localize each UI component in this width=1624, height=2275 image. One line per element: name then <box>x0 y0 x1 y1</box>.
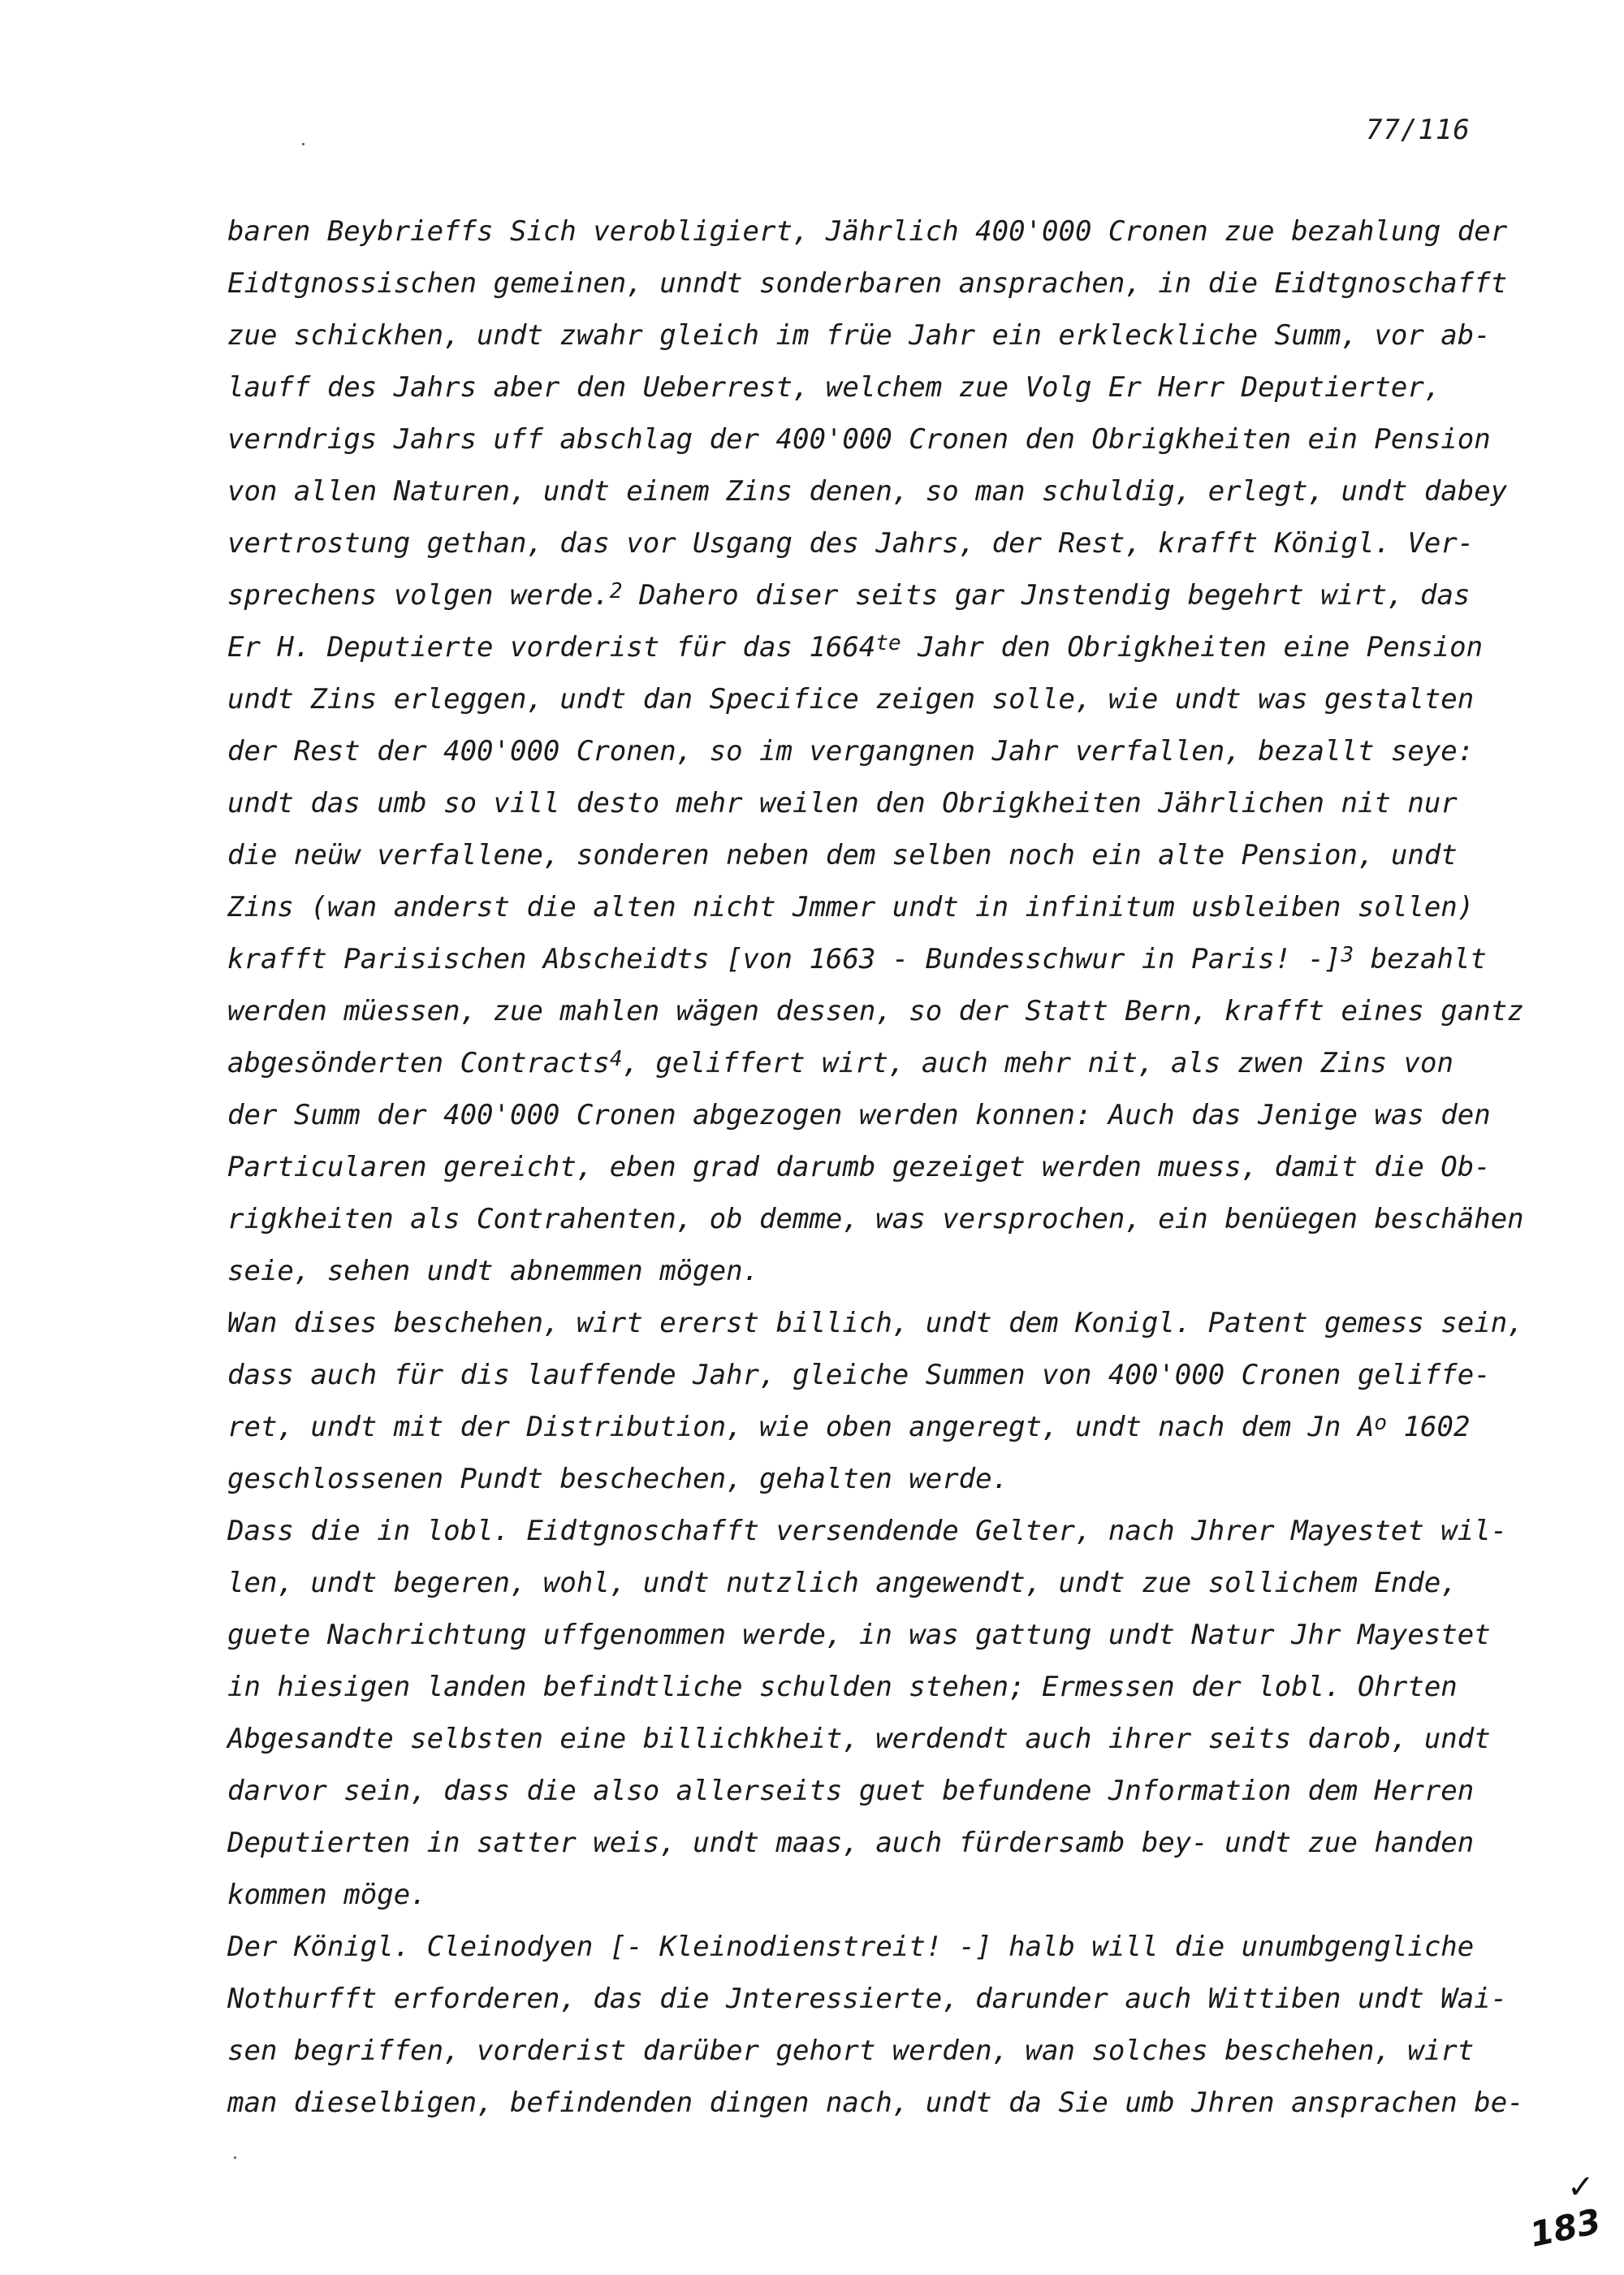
line-text: Nothurfft erforderen, das die Jnteressierte, darunder auch Wittiben undt Wai- <box>227 1983 1508 2015</box>
line-text: Eidtgnossischen gemeinen, unndt sonderbaren ansprachen, in die Eidtgnoschafft <box>227 267 1508 300</box>
text-line <box>227 1609 1527 1661</box>
text-line <box>227 1297 1527 1349</box>
line-text: der Rest der 400'000 Cronen, so im vergangnen Jahr verfallen, bezallt seye: <box>227 735 1475 768</box>
line-text: krafft Parisischen Abscheidts [von 1663 - Bundesschwur in Paris! -] <box>227 943 1341 975</box>
line-text: Particularen gereicht, eben grad darumb gezeiget werden muess, damit die Ob- <box>227 1151 1491 1183</box>
line-text: len, undt begeren, wohl, undt nutzlich angewendt, undt zue sollichem Ende, <box>227 1567 1458 1599</box>
line-text: vertrostung gethan, das vor Usgang des Jahrs, der Rest, krafft Königl. Ver- <box>227 527 1475 560</box>
text-line <box>227 1817 1527 1869</box>
line-text-continued: 1602 <box>1387 1411 1471 1443</box>
text-line <box>227 361 1527 413</box>
line-text: in hiesigen landen befindtliche schulden stehen; Ermessen der lobl. Ohrten <box>227 1671 1458 1703</box>
line-text: Zins (wan anderst die alten nicht Jmmer undt in infinitum usbleiben sollen) <box>227 891 1475 923</box>
line-text: darvor sein, dass die also allerseits guet befundene Jnformation dem Herren <box>227 1775 1475 1807</box>
text-line <box>227 413 1527 465</box>
superscript: o <box>1374 1411 1388 1435</box>
text-line <box>227 1765 1527 1817</box>
line-text: baren Beybrieffs Sich verobligiert, Jährlich 400'000 Cronen zue bezahlung der <box>227 215 1508 248</box>
line-text: von allen Naturen, undt einem Zins denen, so man schuldig, erlegt, undt dabey <box>227 475 1508 508</box>
line-text: ret, undt mit der Distribution, wie oben angeregt, undt nach dem Jn A <box>227 1411 1375 1443</box>
text-line <box>227 881 1527 933</box>
text-line <box>227 1713 1527 1765</box>
text-line <box>227 2077 1527 2129</box>
text-line <box>227 673 1527 725</box>
text-line <box>227 621 1527 673</box>
superscript: 3 <box>1341 943 1354 967</box>
line-text: der Summ der 400'000 Cronen abgezogen werden konnen: Auch das Jenige was den <box>227 1099 1491 1131</box>
line-text: geschlossenen Pundt beschechen, gehalten werde. <box>227 1463 1009 1495</box>
text-line <box>227 1037 1527 1089</box>
line-text-continued: , geliffert wirt, auch mehr nit, als zwen Zins von <box>622 1047 1453 1079</box>
archive-folio-stamp: 183 <box>1526 2200 1605 2256</box>
text-line <box>227 309 1527 361</box>
line-text: zue schickhen, undt zwahr gleich im früe Jahr ein erkleckliche Summ, vor ab- <box>227 319 1491 352</box>
text-line <box>227 1193 1527 1245</box>
line-text: die neüw verfallene, sonderen neben dem selben noch ein alte Pension, undt <box>227 839 1458 872</box>
text-line <box>227 2025 1527 2077</box>
text-line <box>227 985 1527 1037</box>
line-text: undt Zins erleggen, undt dan Specifice zeigen solle, wie undt was gestalten <box>227 683 1475 716</box>
text-line <box>227 1349 1527 1401</box>
line-text: man dieselbigen, befindenden dingen nach, undt da Sie umb Jhren ansprachen be- <box>227 2087 1524 2119</box>
line-text-continued: Jahr den Obrigkheiten eine Pension <box>901 631 1484 664</box>
text-line <box>227 1089 1527 1141</box>
superscript: 2 <box>609 579 623 603</box>
line-text: werden müessen, zue mahlen wägen dessen, so der Statt Bern, krafft eines gantz <box>227 995 1524 1027</box>
superscript: te <box>875 631 901 655</box>
line-text: kommen möge. <box>227 1879 427 1911</box>
line-text: Abgesandte selbsten eine billichkheit, werdendt auch ihrer seits darob, undt <box>227 1723 1491 1755</box>
text-line <box>227 517 1527 569</box>
line-text: guete Nachrichtung uffgenommen werde, in was gattung undt Natur Jhr Mayestet <box>227 1619 1491 1651</box>
text-line <box>227 569 1527 621</box>
line-text: verndrigs Jahrs uff abschlag der 400'000 Cronen den Obrigkheiten ein Pension <box>227 423 1491 456</box>
line-text: Der Königl. Cleinodyen [- Kleinodienstreit! -] halb will die unumbgengliche <box>227 1931 1475 1963</box>
text-line <box>227 1869 1527 1921</box>
check-mark-icon: ✓ <box>1567 2169 1595 2206</box>
text-line <box>227 725 1527 777</box>
line-text-continued: Dahero diser seits gar Jnstendig begehrt wirt, das <box>622 579 1471 612</box>
body-text <box>227 205 1527 2129</box>
text-line <box>227 205 1527 257</box>
text-line <box>227 1921 1527 1973</box>
text-line <box>227 1557 1527 1609</box>
line-text: abgesönderten Contracts <box>227 1047 610 1079</box>
line-text: lauff des Jahrs aber den Ueberrest, welchem zue Volg Er Herr Deputierter, <box>227 371 1441 404</box>
line-text: Deputierten in satter weis, undt maas, auch fürdersamb bey- undt zue handen <box>227 1827 1475 1859</box>
text-line <box>227 1661 1527 1713</box>
text-line <box>227 465 1527 517</box>
text-line <box>227 257 1527 309</box>
line-text: rigkheiten als Contrahenten, ob demme, was versprochen, ein benüegen beschähen <box>227 1203 1524 1235</box>
line-text: Wan dises beschehen, wirt ererst billich, undt dem Konigl. Patent gemess sein, <box>227 1307 1524 1339</box>
text-line <box>227 1505 1527 1557</box>
text-line <box>227 1141 1527 1193</box>
text-line <box>227 1453 1527 1505</box>
text-line <box>227 933 1527 985</box>
line-text-continued: bezahlt <box>1354 943 1487 975</box>
line-text: sprechens volgen werde. <box>227 579 610 612</box>
line-text: undt das umb so vill desto mehr weilen den Obrigkheiten Jährlichen nit nur <box>227 787 1458 820</box>
text-line <box>227 829 1527 881</box>
page-number: 77/116 <box>1366 114 1471 146</box>
line-text: seie, sehen undt abnemmen mögen. <box>227 1255 760 1287</box>
text-line <box>227 1245 1527 1297</box>
text-line <box>227 1973 1527 2025</box>
line-text: Er H. Deputierte vorderist für das 1664 <box>227 631 876 664</box>
line-text: sen begriffen, vorderist darüber gehort werden, wan solches beschehen, wirt <box>227 2035 1475 2067</box>
scan-speck <box>234 2156 236 2159</box>
line-text: Dass die in lobl. Eidtgnoschafft versendende Gelter, nach Jhrer Mayestet wil- <box>227 1515 1508 1547</box>
line-text: dass auch für dis lauffende Jahr, gleiche Summen von 400'000 Cronen geliffe- <box>227 1359 1491 1391</box>
scan-speck <box>302 143 304 145</box>
superscript: 4 <box>609 1047 623 1071</box>
text-line <box>227 1401 1527 1453</box>
text-line <box>227 777 1527 829</box>
